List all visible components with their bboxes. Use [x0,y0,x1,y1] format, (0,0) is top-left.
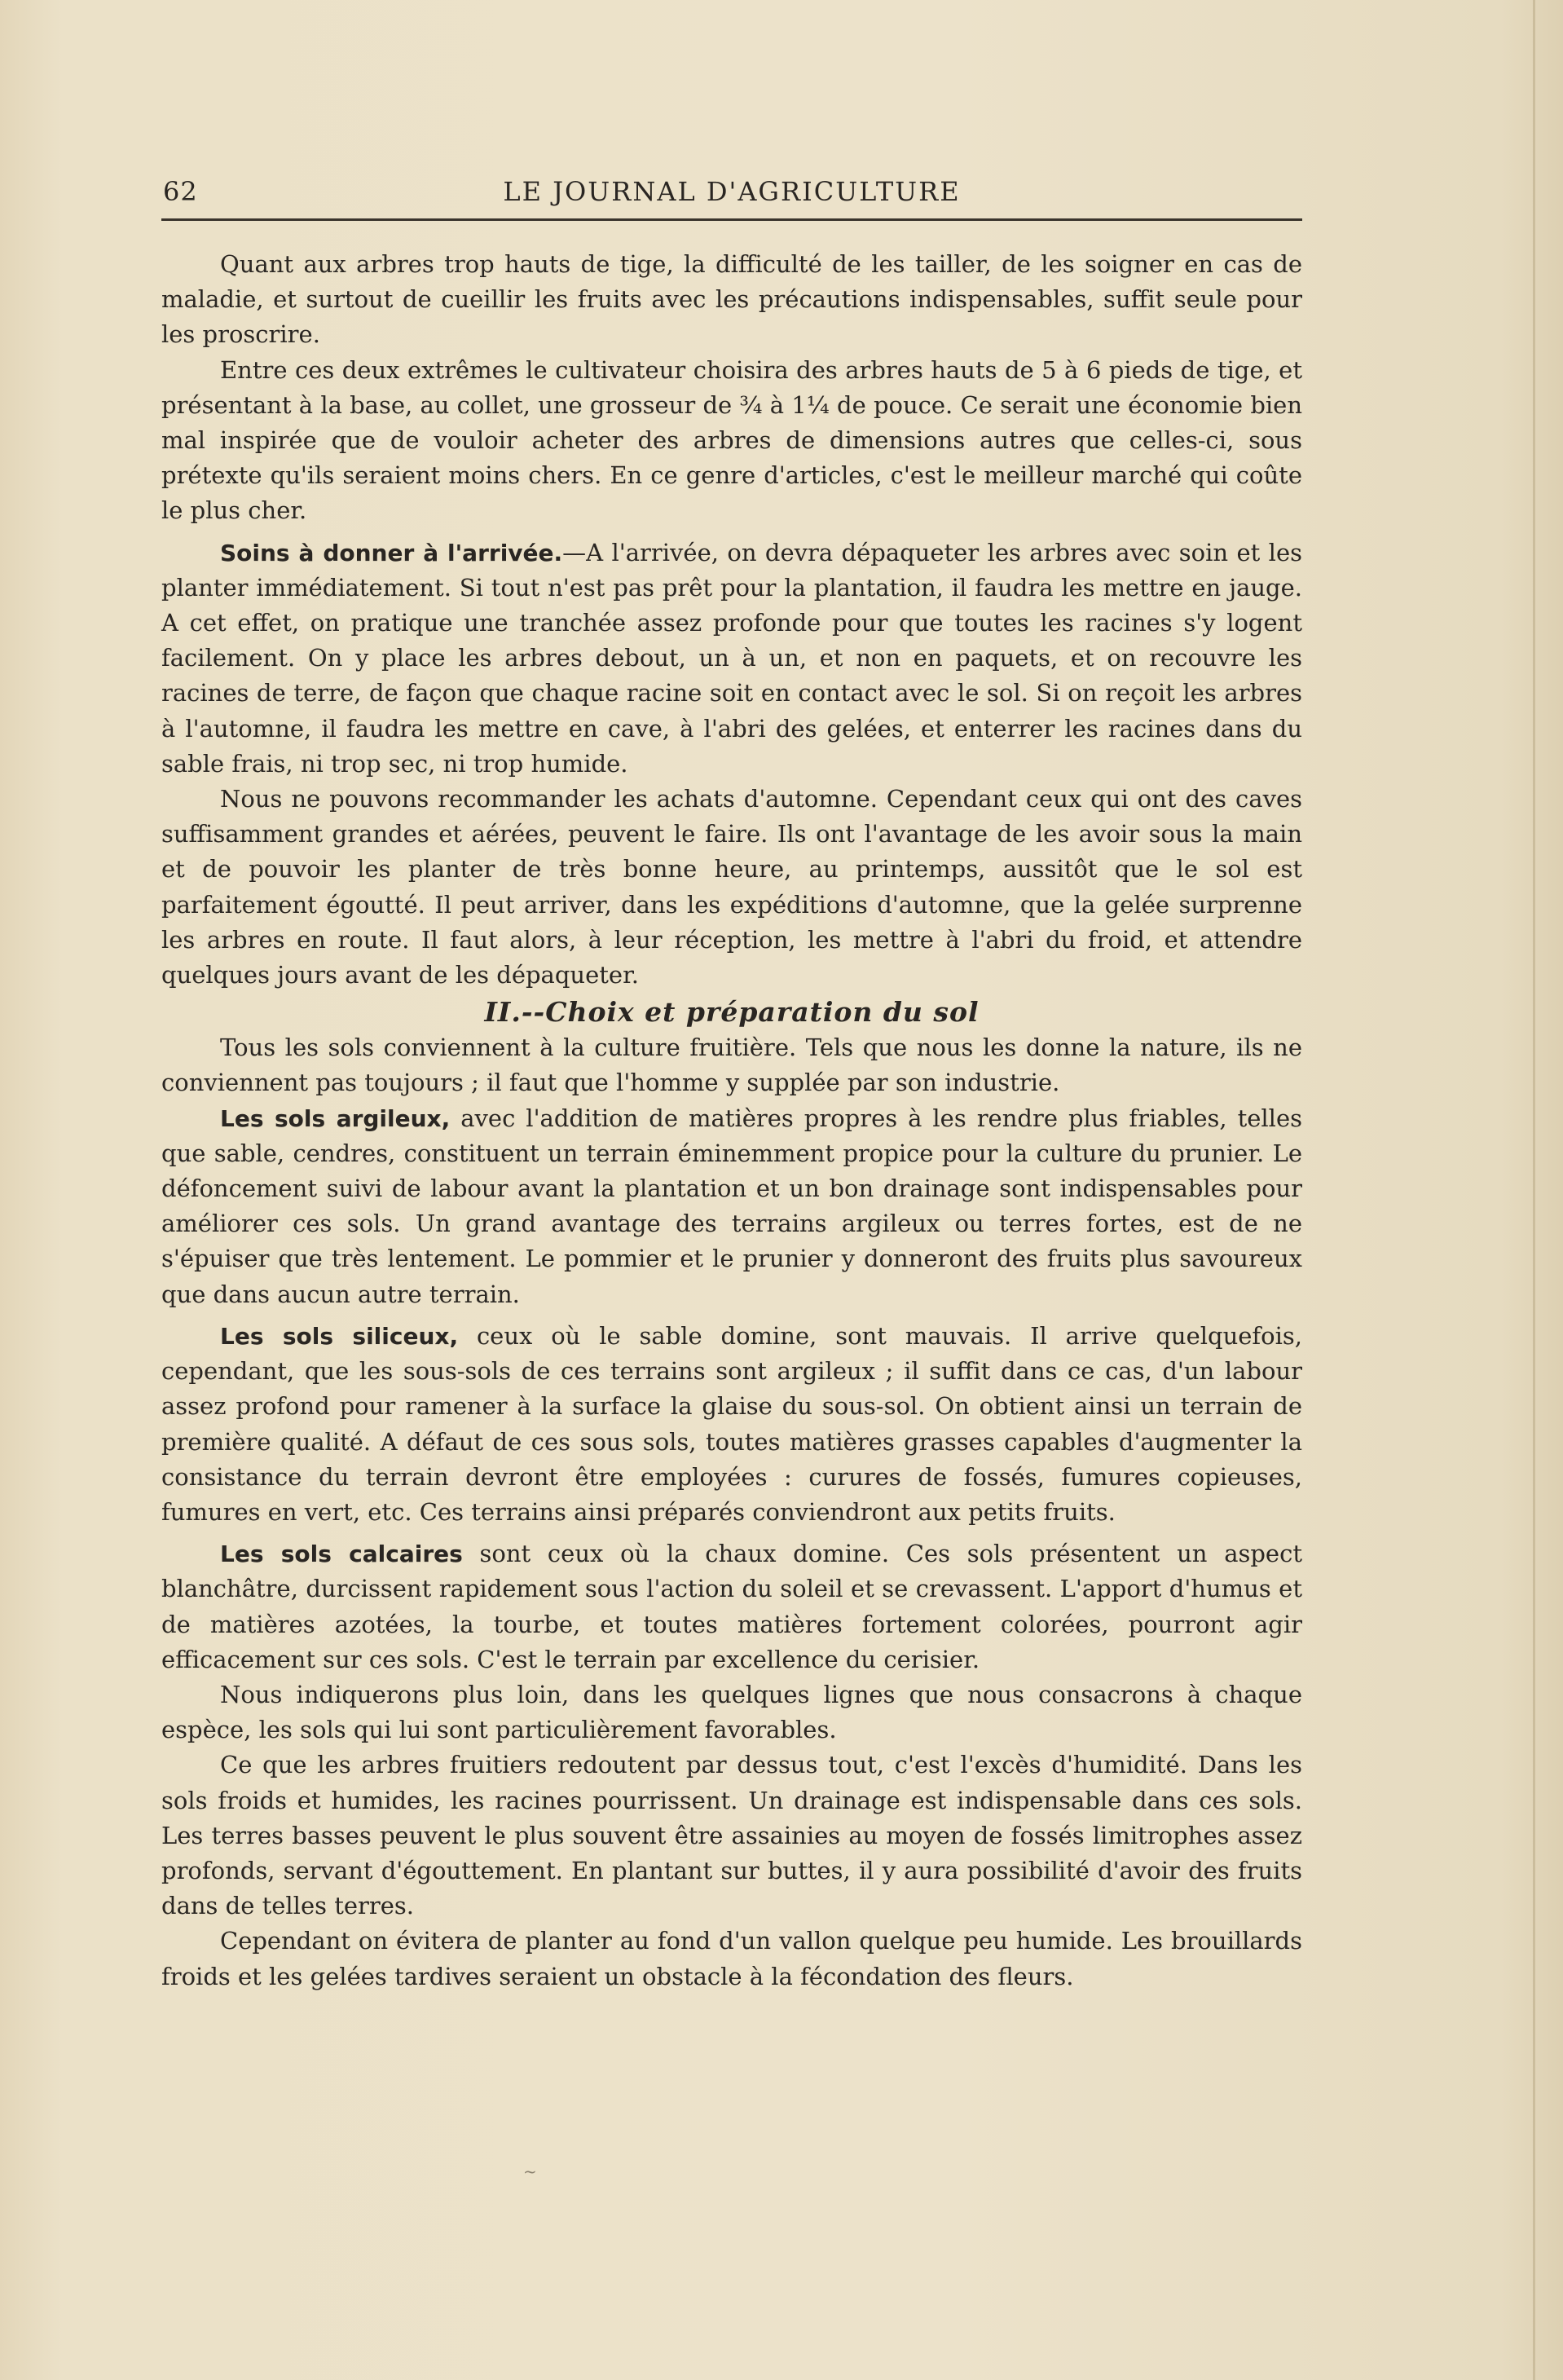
paragraph-lead: Les sols calcaires [220,1540,463,1568]
paragraph: Nous ne pouvons recommander les achats d'automne. Cependant ceux qui ont des caves suffisamment grandes et aérées, peuvent le faire. Ils ont l'avantage de les avoir sous la main et de pouvoir les planter de très bonne heure, au printemps, aussitôt que le sol est parfaitement égoutté. Il peut arriver, dans les expéditions d'automne, que la gelée surprenne les arbres en route. Il faut alors, à leur réception, les mettre à l'abri du froid, et attendre quelques jours avant de les dépaqueter. [161,785,1302,989]
paragraph-lead: Soins à donner à l'arrivée. [220,539,563,566]
paragraph-lead: Les sols siliceux, [220,1322,459,1350]
running-title: LE JOURNAL D'AGRICULTURE [503,176,961,207]
paragraph: Quant aux arbres trop hauts de tige, la difficulté de les tailler, de les soigner en cas de maladie, et surtout de cueillir les fruits avec les précautions indispensables, suffit seule pour les proscrire. [161,250,1302,349]
page-header [161,174,1302,221]
paragraph: Ce que les arbres fruitiers redoutent par dessus tout, c'est l'excès d'humidité. Dans les sols froids et humides, les racines pourrissent. Un drainage est indispensable dans ces sols. Les terres basses peuvent le plus souvent être assainies au moyen de fossés limitrophes assez profonds, servant d'égouttement. En plantant sur buttes, il y aura possibilité d'avoir des fruits dans de telles terres. [161,1751,1302,1920]
paragraph-lead: Les sols argileux, [220,1104,451,1132]
article-body [161,247,1302,1994]
printer-mark: ~ [523,2162,537,2181]
paragraph: Les sols siliceux, ceux où le sable domine, sont mauvais. Il arrive quelquefois, cependant, que les sous-sols de ces terrains sont argileux ; il suffit dans ce cas, d'un labour assez profond pour ramener à la surface la glaise du sous-sol. On obtient ainsi un terrain de première qualité. A défaut de ces sous sols, toutes matières grasses capables d'augmenter la consistance du terrain devront être employées : curures de fossés, fumures copieuses, fumures en vert, etc. Ces terrains ainsi préparés conviendront aux petits fruits. [161,1321,1302,1526]
paragraph: Tous les sols conviennent à la culture fruitière. Tels que nous les donne la nature, ils ne conviennent pas toujours ; il faut que l'homme y supplée par son industrie. [161,1034,1302,1097]
page-fold-shadow [1533,0,1535,2380]
paragraph: Entre ces deux extrêmes le cultivateur choisira des arbres hauts de 5 à 6 pieds de tige, et présentant à la base, au collet, une grosseur de ¾ à 1¼ de pouce. Ce serait une économie bien mal inspirée que de vouloir acheter des arbres de dimensions autres que celles-ci, sous prétexte qu'ils seraient moins chers. En ce genre d'articles, c'est le meilleur marché qui coûte le plus cher. [161,355,1302,525]
paragraph: Soins à donner à l'arrivée.—A l'arrivée, on devra dépaqueter les arbres avec soin et les planter immédiatement. Si tout n'est pas prêt pour la plantation, il faudra les mettre en jauge. A cet effet, on pratique une tranchée assez profonde pour que toutes les racines s'y logent facilement. On y place les arbres debout, un à un, et non en paquets, et on recouvre les racines de terre, de façon que chaque racine soit en contact avec le sol. Si on reçoit les arbres à l'automne, il faudra les mettre en cave, à l'abri des gelées, et enterrer les racines dans du sable frais, ni trop sec, ni trop humide. [161,538,1302,778]
page-number: 62 [163,176,198,207]
paragraph: Cependant on évitera de planter au fond d'un vallon quelque peu humide. Les brouillards froids et les gelées tardives seraient un obstacle à la fécondation des fleurs. [161,1927,1302,1990]
section-heading: II.--Choix et préparation du sol [484,996,980,1029]
paragraph: Les sols calcaires sont ceux où la chaux domine. Ces sols présentent un aspect blanchâtre, durcissent rapidement sous l'action du soleil et se crevassent. L'apport d'humus et de matières azotées, la tourbe, et toutes matières fortement colorées, pourront agir efficacement sur ces sols. C'est le terrain par excellence du cerisier. [161,1540,1302,1673]
paragraph: Nous indiquerons plus loin, dans les quelques lignes que nous consacrons à chaque espèce, les sols qui lui sont particulièrement favorables. [161,1680,1302,1744]
paragraph: Les sols argileux, avec l'addition de matières propres à les rendre plus friables, telles que sable, cendres, constituent un terrain éminemment propice pour la culture du prunier. Le défoncement suivi de labour avant la plantation et un bon drainage sont indispensables pour améliorer ces sols. Un grand avantage des terrains argileux ou terres fortes, est de ne s'épuiser que très lentement. Le pommier et le prunier y donneront des fruits plus savoureux que dans aucun autre terrain. [161,1104,1302,1308]
